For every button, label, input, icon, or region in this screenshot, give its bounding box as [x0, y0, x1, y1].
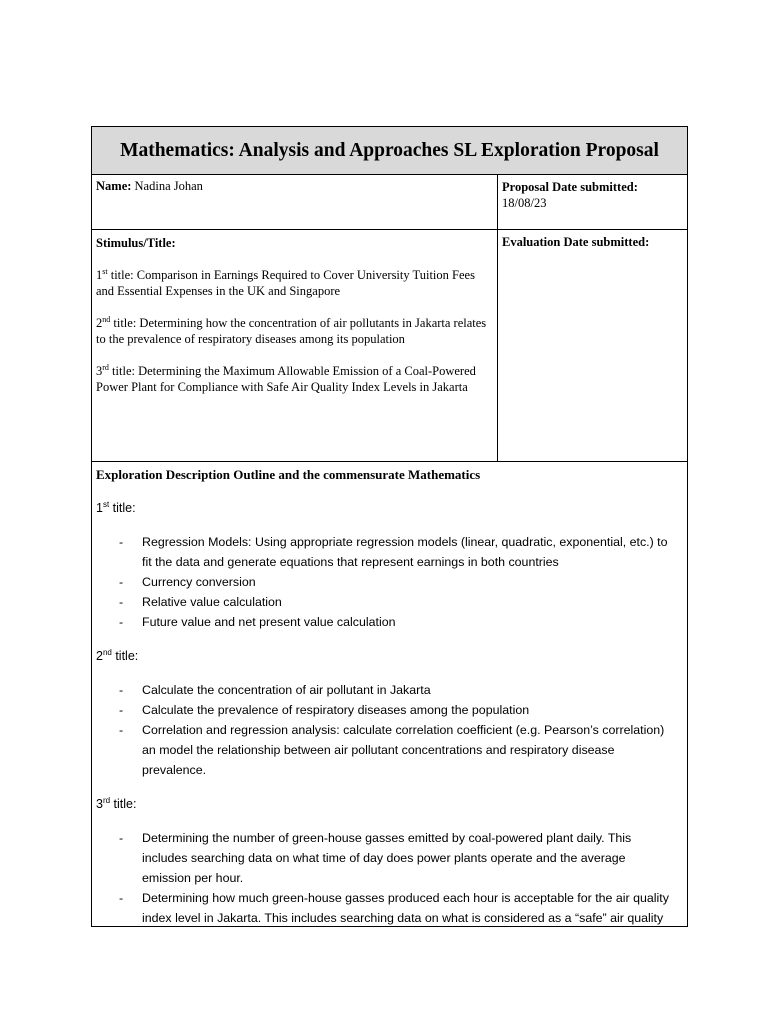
list-item: - Determining how much green-house gasses produced each hour is acceptable for the air quality index level in Jakarta. This includes searching data on what is considered as a “safe” air quality — [119, 891, 669, 925]
list-item: - Correlation and regression analysis: calculate correlation coefficient (e.g. Pearson’s correlation) an model the relationship between air pollutant concentrations and respiratory disease prevalence. — [119, 723, 665, 777]
list-item: - Regression Models: Using appropriate regression models (linear, quadratic, exponential, etc.) to fit the data and generate equations that represent earnings in both countries — [119, 535, 668, 569]
section-3-title: 3rd title: — [96, 795, 137, 811]
evaluation-date-label: Evaluation Date submitted: — [502, 235, 650, 249]
list-item: - Calculate the prevalence of respiratory diseases among the population — [119, 703, 530, 717]
list-item: - Calculate the concentration of air pollutant in Jakarta — [119, 683, 431, 697]
list-item: - Relative value calculation — [119, 595, 282, 609]
proposal-date-cell — [498, 174, 687, 230]
outline-heading: Exploration Description Outline and the commensurate Mathematics — [96, 467, 481, 482]
section-1-list — [96, 532, 683, 632]
stimulus-title-3: 3rd title: Determining the Maximum Allowable Emission of a Coal-Powered Power Plant for Compliance with Safe Air Quality Index Levels in Jakarta — [96, 362, 476, 394]
page-title: Mathematics: Analysis and Approaches SL Exploration Proposal — [92, 127, 687, 175]
proposal-date-label: Proposal Date submitted: — [502, 180, 638, 194]
stimulus-label: Stimulus/Title: — [96, 236, 176, 250]
name-value: Nadina Johan — [134, 179, 203, 193]
list-item: - Currency conversion — [119, 575, 256, 589]
name-cell — [92, 174, 498, 230]
evaluation-date-cell — [498, 230, 687, 462]
section-3-list — [96, 828, 683, 926]
stimulus-cell — [92, 230, 498, 462]
name-label: Name: — [96, 179, 132, 193]
exploration-outline — [92, 462, 687, 926]
proposal-table — [91, 126, 688, 927]
section-2-list — [96, 680, 683, 780]
section-1-title: 1st title: — [96, 499, 136, 515]
section-2-title: 2nd title: — [96, 647, 139, 663]
list-item: - Future value and net present value calculation — [119, 615, 396, 629]
stimulus-title-1: 1st title: Comparison in Earnings Required to Cover University Tuition Fees and Essential Expenses in the UK and Singapore — [96, 266, 475, 298]
proposal-date-value: 18/08/23 — [502, 196, 547, 210]
stimulus-title-2: 2nd title: Determining how the concentration of air pollutants in Jakarta relates to the prevalence of respiratory diseases among its population — [96, 314, 487, 346]
list-item: - Determining the number of green-house gasses emitted by coal-powered plant daily. This includes searching data on what time of day does power plants operate and the average emission per hour. — [119, 831, 632, 885]
